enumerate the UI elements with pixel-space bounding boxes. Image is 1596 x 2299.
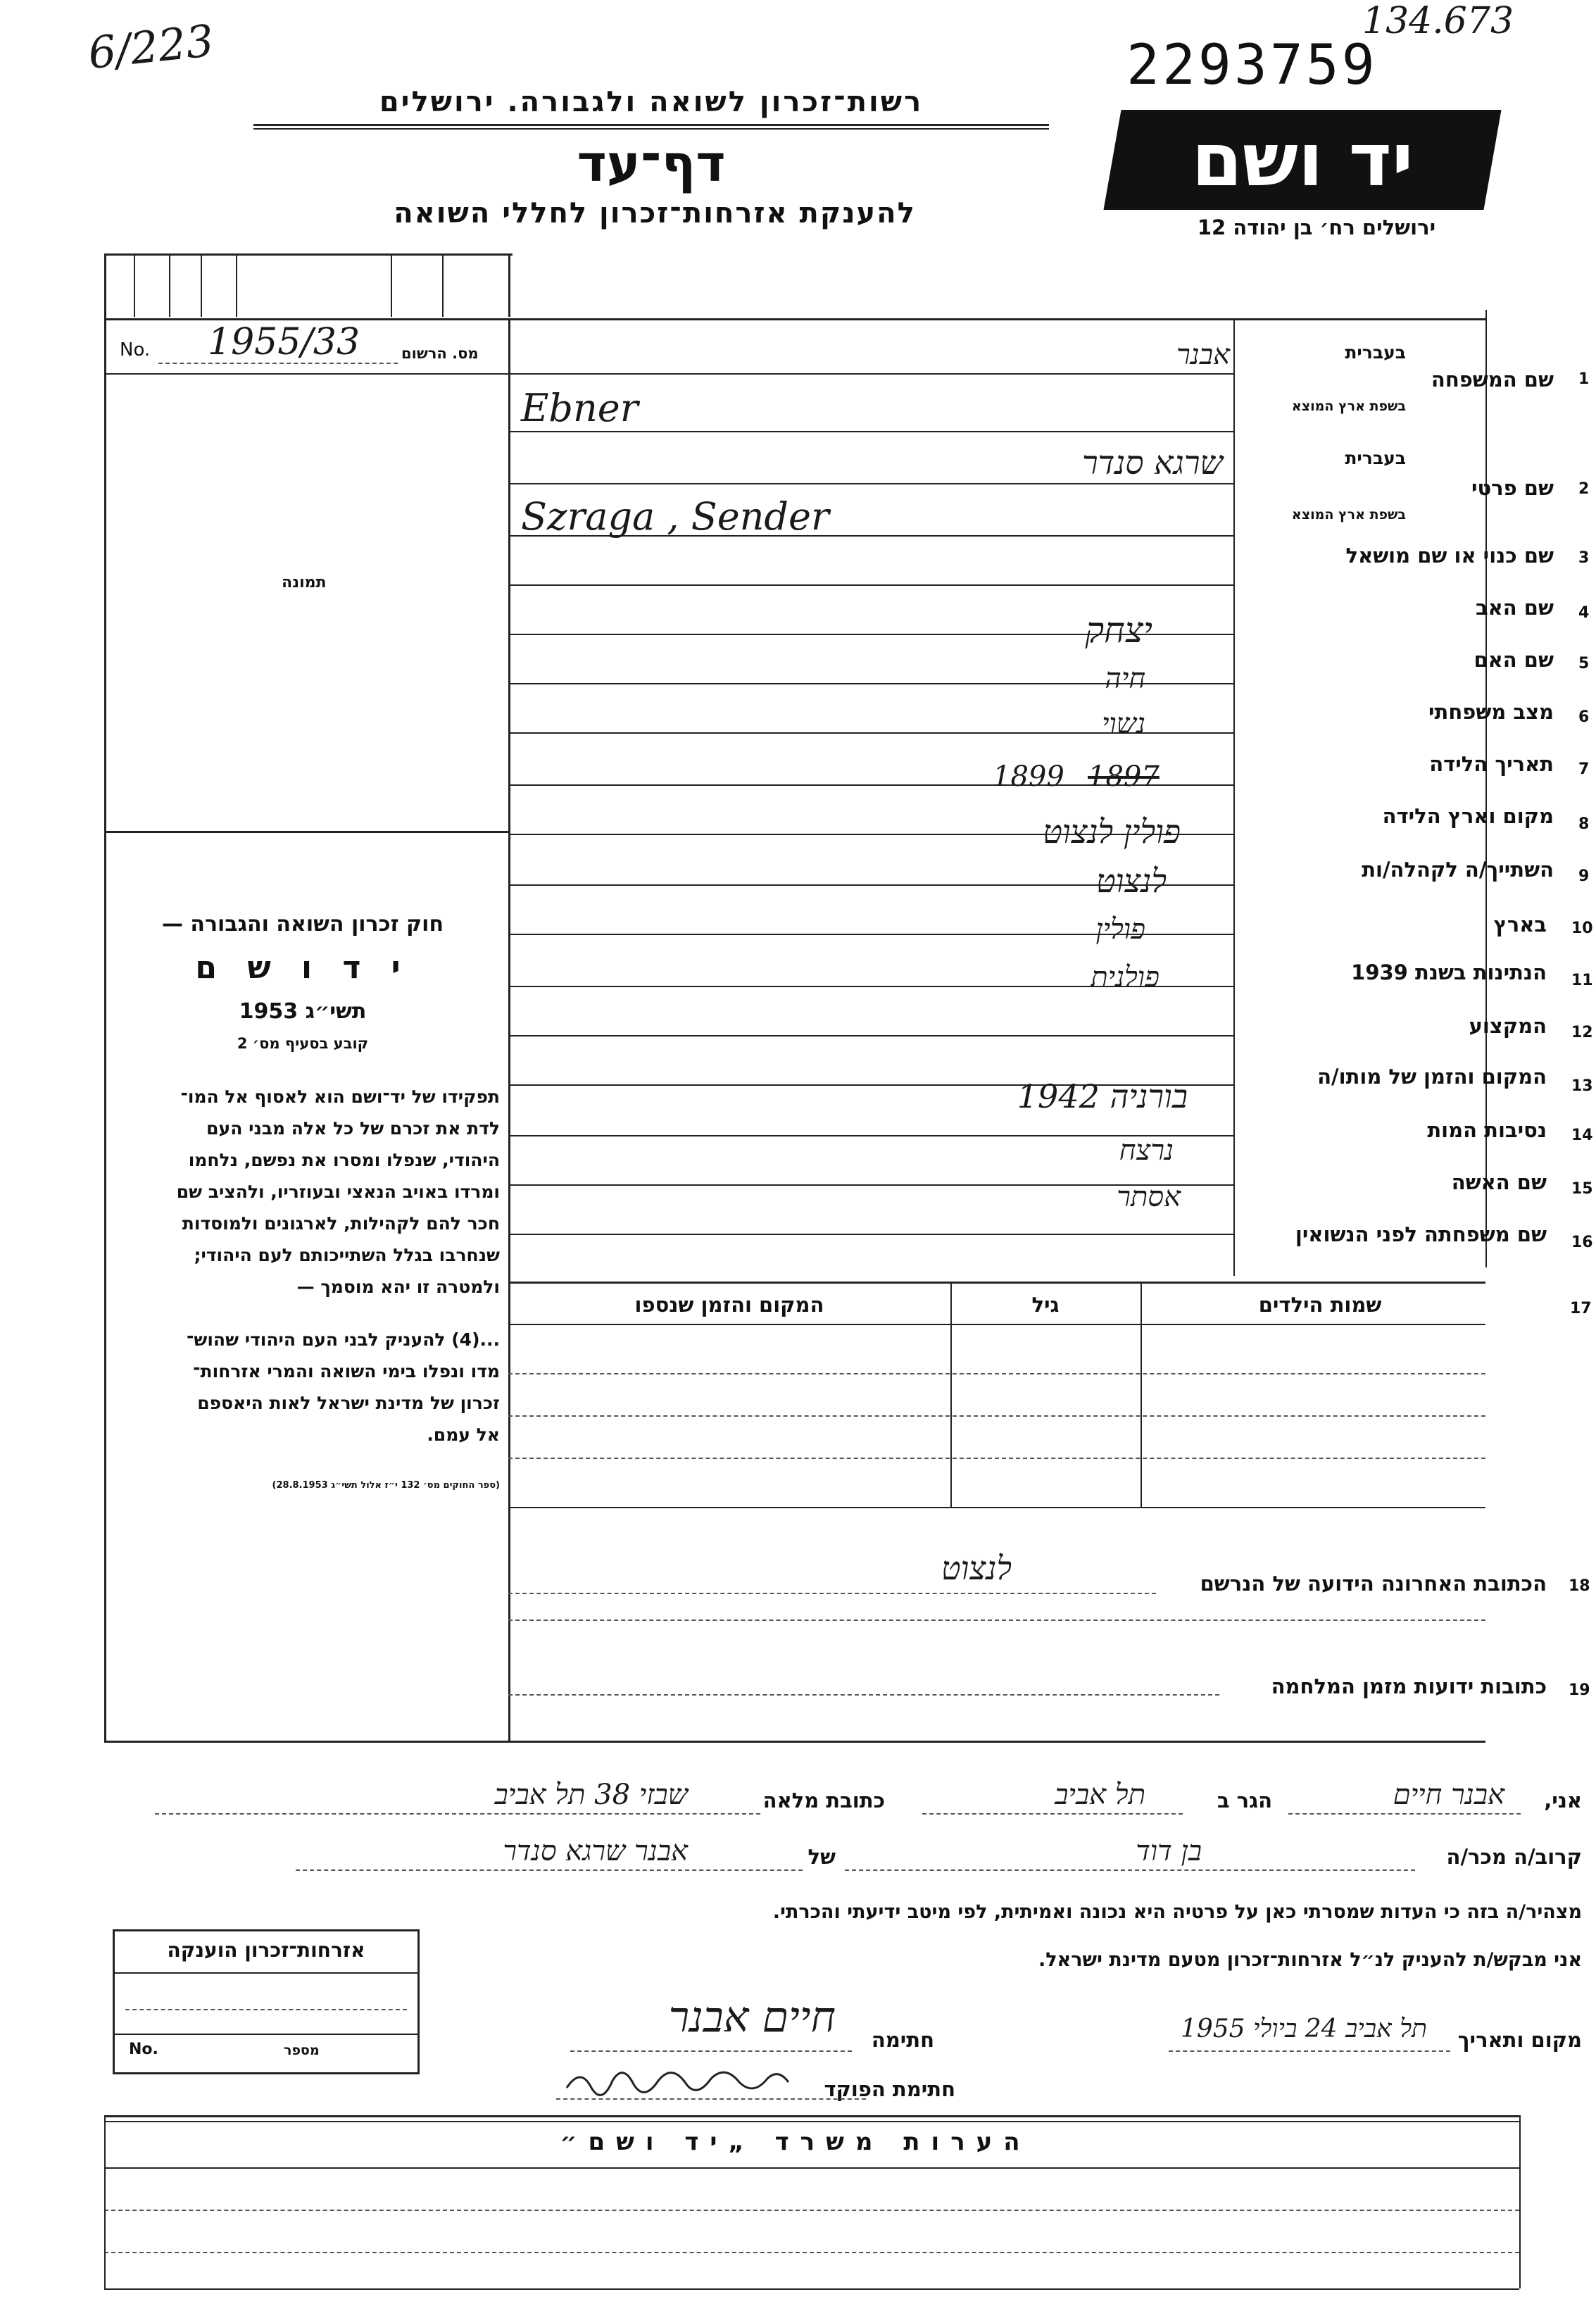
registration-no-label: No.: [120, 339, 151, 361]
law-line: שנחרבו בגלל השתייכותם לעם היהודי;: [194, 1245, 500, 1265]
office-notes-title: הערות משרד „יד ושם״: [560, 2128, 1031, 2156]
field-15-label: שם האשה: [1451, 1170, 1547, 1194]
field-18-value: לנצוט: [941, 1549, 1012, 1587]
law-line: ומרדו באויב הנאצי ובעוזריו, ולהציב שם: [176, 1182, 500, 1202]
field-10-number: 10: [1571, 920, 1593, 937]
law-line: מדו ונפלו בימי השואה והמרי אזרחות־: [193, 1361, 500, 1382]
place-date-value: תל אביב 24 ביולי 1955: [1180, 2015, 1427, 2043]
law-clause: קובע בסעיף מס׳ 2: [237, 1035, 369, 1052]
stamp-no-label: No.: [129, 2041, 158, 2058]
field-13-label: המקום והזמן של מותו/ה: [1317, 1065, 1547, 1089]
signature-value: חיים אבנר: [668, 1993, 836, 2042]
field-2-origin-label: בשפת ארץ המוצא: [1291, 507, 1406, 522]
field-9-label: השתייך/ה לקהלה/ות: [1362, 858, 1554, 882]
field-1-hebrew-label: בעברית: [1345, 342, 1406, 363]
field-6-label: מצב משפחתי: [1428, 700, 1554, 724]
children-names-header: שמות הילדים: [1258, 1293, 1382, 1317]
field-2-number: 2: [1578, 480, 1590, 498]
field-7-number: 7: [1578, 760, 1590, 778]
form-subtitle: להענקת אזרחות־זכרון לחללי השואה: [394, 197, 916, 230]
field-16-number: 16: [1571, 1234, 1593, 1251]
field-5-value: חיה: [1105, 663, 1145, 695]
field-8-label: מקום וארץ הלידה: [1382, 804, 1554, 828]
law-year: תשי״ג 1953: [239, 999, 367, 1024]
field-11-value: פולנית: [1091, 961, 1160, 994]
form-title: דף־עד: [577, 134, 726, 193]
field-1-value: אבנר: [1176, 339, 1230, 371]
field-4-number: 4: [1578, 604, 1590, 622]
field-10-label: בארץ: [1493, 913, 1547, 936]
serial-number: 2293759: [1126, 34, 1378, 97]
field-13-number: 13: [1571, 1077, 1593, 1095]
law-name: י ד ו ש ם: [195, 950, 410, 986]
declaration-statement-2: אני מבקש/ת להעניק לנ״ל אזרחות־זכרון מטעם מדינת ישראל.: [1038, 1949, 1582, 1971]
law-line: חכר להם לקהילות, לארגונים ולמוסדות: [182, 1213, 500, 1234]
law-title: חוק זכרון השואה והגבורה —: [161, 912, 444, 936]
officer-signature-scribble: [563, 2063, 831, 2098]
full-address-label: כתובת מלאה: [762, 1789, 885, 1812]
law-body: [113, 1081, 500, 1303]
law-line: לדת את זכרם של כל אלה מבני העם: [206, 1118, 500, 1139]
field-10-value: פולין: [1095, 913, 1145, 946]
law-line: אל עמם.: [427, 1424, 500, 1445]
law-line: ...(4) להעניק לבני העם היהודי שהוש־: [186, 1329, 500, 1350]
left-column-border: [508, 318, 510, 1741]
field-7-value-struck: 1897: [1088, 760, 1160, 793]
field-18-number: 18: [1569, 1577, 1590, 1595]
full-address-value: שבזי 38 תל אביב: [494, 1779, 688, 1811]
registration-label: מס. הרשום: [401, 345, 479, 362]
field-4-label: שם האב: [1475, 596, 1554, 620]
of-person-value: אבנר שרגא סנדר: [503, 1835, 688, 1867]
field-5-label: שם האם: [1474, 648, 1554, 672]
label-column-border: [1233, 318, 1235, 1276]
field-7-value: 1899: [993, 760, 1064, 793]
law-line: ולמטרה זו יהא מוסמך —: [296, 1277, 500, 1297]
field-5-number: 5: [1578, 655, 1590, 672]
margin-note-top-left: 6/223: [85, 14, 217, 80]
field-16-label: שם משפחתה לפני הנשואין: [1295, 1222, 1547, 1246]
logo-address: ירושלים רח׳ בן יהודה 12: [1197, 215, 1436, 239]
law-body-2: [113, 1324, 500, 1451]
margin-note-top-right: 134.673: [1362, 0, 1514, 42]
field-18-label: הכתובת האחרונה הידועה של הנרשם: [1200, 1572, 1547, 1596]
children-age-header: גיל: [1031, 1293, 1060, 1317]
field-13-value: בורניה 1942: [1017, 1077, 1188, 1115]
field-12-number: 12: [1571, 1024, 1593, 1041]
logo-text: יד ושם: [1191, 117, 1414, 203]
field-9-value: לנצוט: [1095, 862, 1167, 900]
law-source: (ספר החוקים מס׳ 132 י״ז אלול תשי״ג 28.8.1953): [272, 1480, 500, 1491]
citizenship-granted-box: [113, 1929, 420, 2074]
field-19-label: כתובות ידועות מזמן המלחמה: [1271, 1674, 1547, 1698]
field-3-label: שם כנוי או שם מושאל: [1345, 544, 1554, 568]
field-6-value: נשוי: [1101, 708, 1145, 740]
authority-underline: [253, 124, 1049, 126]
authority-title: רשות־זכרון לשואה ולגבורה. ירושלים: [379, 86, 924, 118]
field-1-origin-label: בשפת ארץ המוצא: [1291, 399, 1406, 414]
photo-placeholder-label: תמונה: [282, 574, 327, 591]
registration-number-value: 1955/33: [208, 321, 360, 363]
declarant-name-value: אבנר חיים: [1393, 1779, 1504, 1811]
officer-signature-icon: [563, 2063, 831, 2098]
field-11-label: הנתינות בשנת 1939: [1351, 960, 1547, 984]
relative-label: קרוב/ה מכר/ה: [1446, 1845, 1582, 1869]
yad-vashem-logo: [1103, 110, 1501, 210]
field-8-value: פולין לנצוט: [1043, 813, 1181, 851]
field-11-number: 11: [1571, 972, 1593, 989]
field-8-number: 8: [1578, 815, 1590, 833]
law-line: תפקידו של יד־ושם הוא לאסוף אל המו־: [180, 1086, 500, 1107]
field-12-label: המקצוע: [1469, 1014, 1547, 1038]
field-14-value: נרצח: [1119, 1134, 1174, 1167]
field-6-number: 6: [1578, 708, 1590, 726]
law-line: היהודי, שנפלו ומסרו את נפשם, נלחמו: [188, 1150, 500, 1170]
field-14-label: נסיבות המות: [1427, 1118, 1547, 1142]
field-2-value: שרגא סנדר: [1081, 444, 1223, 482]
children-field-number: 17: [1570, 1300, 1592, 1317]
field-14-number: 14: [1571, 1127, 1593, 1144]
law-line: זכרון של מדינת ישראל לאות היאספם: [197, 1393, 500, 1413]
relation-value: בן דוד: [1136, 1835, 1202, 1867]
field-2-hebrew-label: בעברית: [1345, 448, 1406, 468]
field-1-value-origin: Ebner: [521, 386, 639, 430]
children-place-header: המקום והזמן שנספו: [634, 1293, 824, 1317]
field-3-number: 3: [1578, 549, 1590, 567]
declaration-statement-1: מצהיר/ה בזה כי העדות שמסרתי כאן על פרטיה היא נכונה ואמיתית, לפי מיטב ידיעתי והכרתי.: [772, 1901, 1582, 1923]
field-15-number: 15: [1571, 1180, 1593, 1198]
place-date-label: מקום ותאריך: [1457, 2028, 1582, 2052]
field-2-label: שם פרטי: [1471, 476, 1554, 500]
field-2-value-origin: Szraga , Sender: [521, 494, 829, 539]
of-label: של: [808, 1845, 836, 1869]
field-15-value: אסתר: [1117, 1181, 1181, 1213]
officer-signature-label: חתימת הפוקד: [824, 2077, 955, 2101]
field-1-number: 1: [1578, 370, 1590, 388]
resident-label: הגר ב: [1217, 1789, 1272, 1812]
field-7-label: תאריך הלידה: [1429, 752, 1554, 776]
declarant-ani-label: אני,: [1544, 1789, 1582, 1812]
field-19-number: 19: [1569, 1681, 1590, 1699]
field-4-value: יצחק: [1085, 610, 1152, 651]
resident-city-value: תל אביב: [1055, 1779, 1145, 1811]
stamp-number-label: מספר: [284, 2043, 320, 2058]
citizenship-granted-title: אזרחות־זכרון הוענקה: [115, 1931, 417, 1974]
field-9-number: 9: [1578, 867, 1590, 885]
field-1-label: שם המשפחה: [1431, 368, 1554, 391]
signature-label: חתימה: [871, 2028, 934, 2052]
